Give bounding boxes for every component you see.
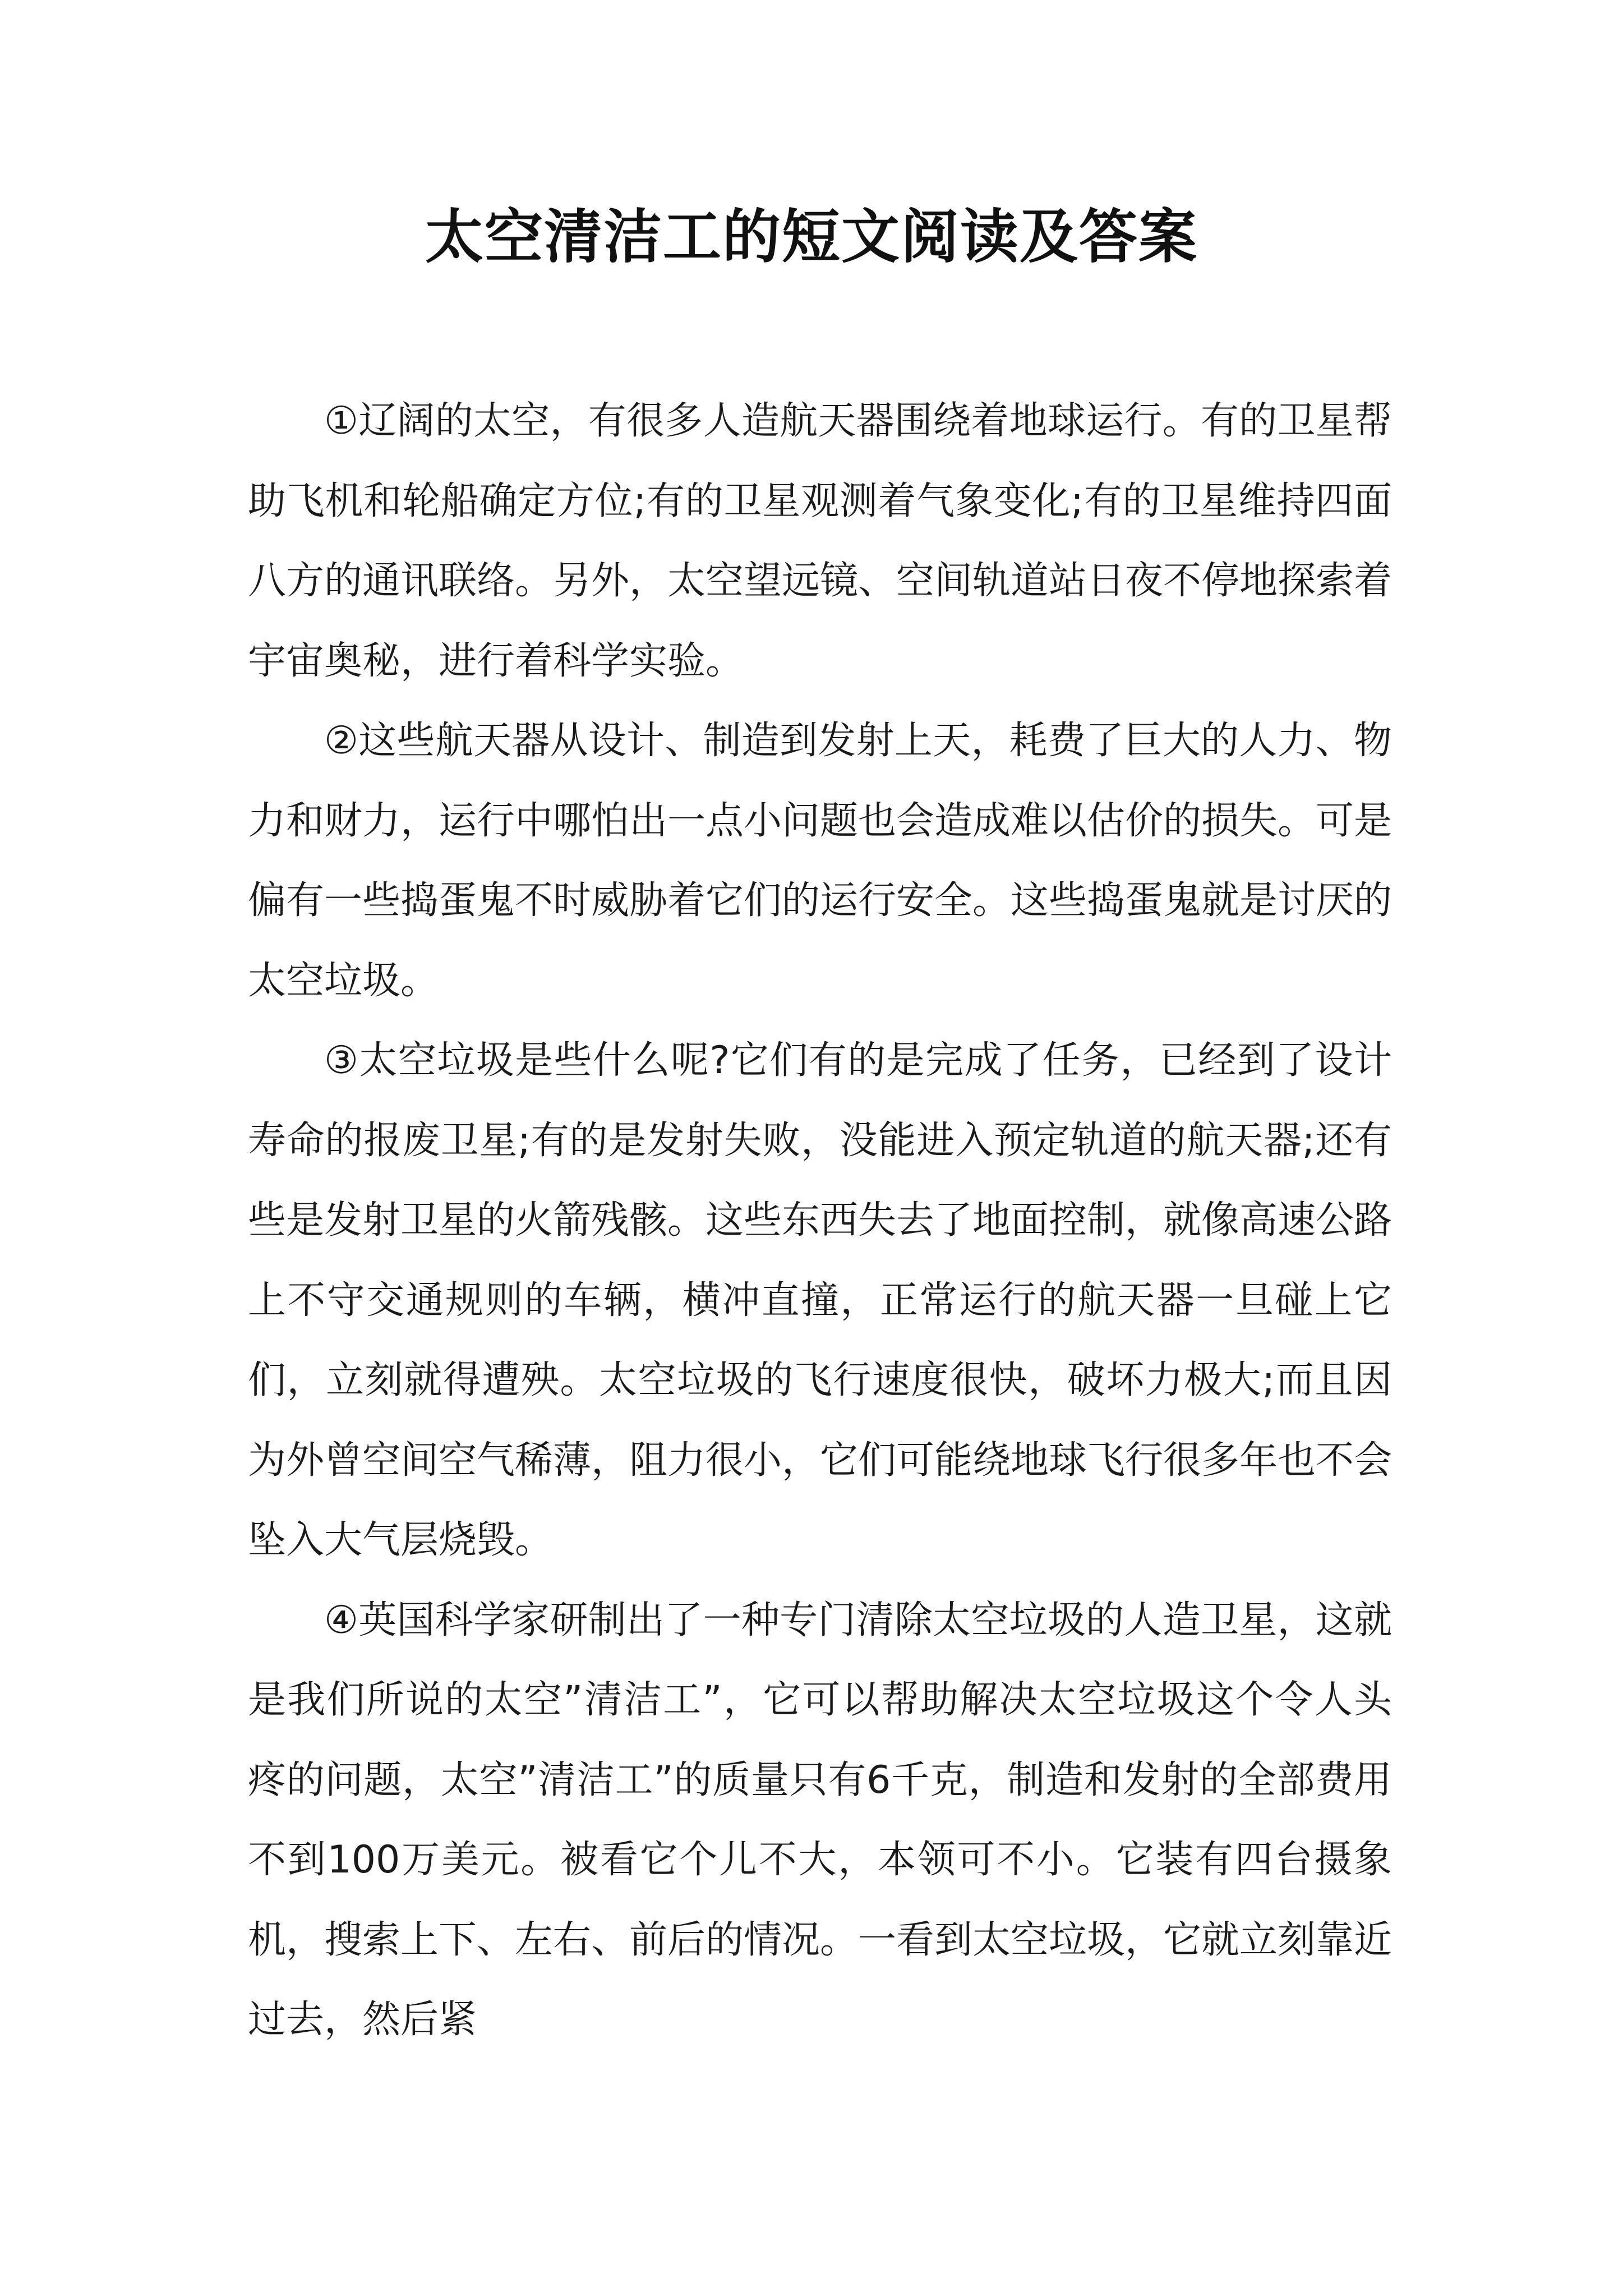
article-body bbox=[248, 381, 1392, 2060]
paragraph-2: ②这些航天器从设计、制造到发射上天，耗费了巨大的人力、物力和财力，运行中哪怕出一点小问题也会造成难以估价的损失。可是偏有一些捣蛋鬼不时威胁着它们的运行安全。这些捣蛋鬼就是讨厌的太空垃圾。 bbox=[248, 719, 1393, 1003]
paragraph-4: ④英国科学家研制出了一种专门清除太空垃圾的人造卫星，这就是我们所说的太空”清洁工”，它可以帮助解决太空垃圾这个令人头疼的问题，太空”清洁工”的质量只有6千克，制造和发射的全部费用不到100万美元。被看它个儿不大，本领可不小。它装有四台摄象机，搜索上下、左右、前后的情况。一看到太空垃圾，它就立刻靠近过去，然后紧 bbox=[248, 1598, 1393, 2042]
paragraph-1: ①辽阔的太空，有很多人造航天器围绕着地球运行。有的卫星帮助飞机和轮船确定方位;有的卫星观测着气象变化;有的卫星维持四面八方的通讯联络。另外，太空望远镜、空间轨道站日夜不停地探索着宇宙奥秘，进行着科学实验。 bbox=[248, 399, 1393, 683]
paragraph-3: ③太空垃圾是些什么呢?它们有的是完成了任务，已经到了设计寿命的报废卫星;有的是发射失败，没能进入预定轨道的航天器;还有些是发射卫星的火箭残骸。这些东西失去了地面控制，就像高速公路上不守交通规则的车辆，横冲直撞，正常运行的航天器一旦碰上它们，立刻就得遭殃。太空垃圾的飞行速度很快，破坏力极大;而且因为外曾空间空气稀薄，阻力很小，它们可能绕地球飞行很多年也不会坠入大气层烧毁。 bbox=[248, 1038, 1393, 1562]
document-title: 太空清洁工的短文阅读及答案 bbox=[425, 202, 1198, 271]
